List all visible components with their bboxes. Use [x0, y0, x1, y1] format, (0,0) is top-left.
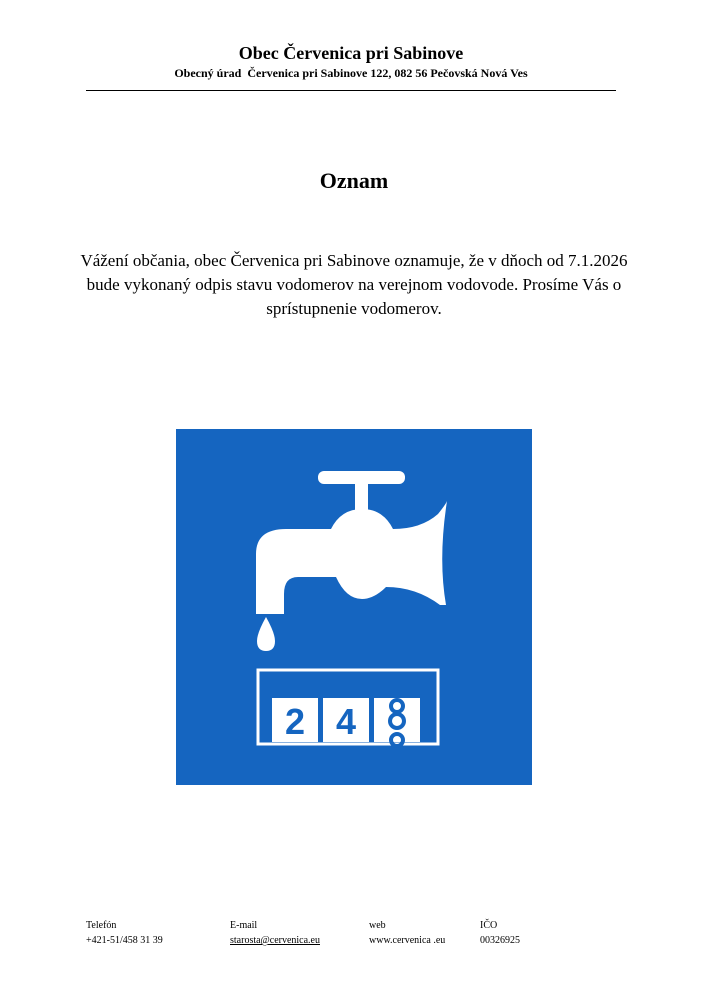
footer-web [369, 918, 445, 948]
ico-number: 00326925 [480, 935, 520, 946]
web-address: www.cervenica .eu [369, 935, 446, 946]
water-tap-meter-icon [176, 429, 532, 785]
header-divider [86, 90, 616, 91]
municipality-name: Obec Červenica pri Sabinove [238, 43, 464, 63]
phone-label: Telefón [86, 920, 117, 931]
meter-digit: 4 [335, 701, 357, 742]
email-link[interactable]: starosta@cervenica.eu [230, 935, 320, 946]
letterhead [86, 42, 616, 82]
footer-phone [86, 918, 163, 948]
office-address: Obecný úrad Červenica pri Sabinove 122, 082 56 Pečovská Nová Ves [174, 66, 528, 80]
ico-label: IČO [480, 920, 498, 931]
meter-digit: 2 [284, 701, 306, 742]
announcement-text: Vážení občania, obec Červenica pri Sabinove oznamuje, že v dňoch od 7.1.2026 bude vykonaný odpis stavu vodomerov na verejnom vodovode. Prosíme Vás o sprístupnenie vodomerov. [80, 251, 628, 318]
footer-ico [480, 918, 520, 948]
web-label: web [369, 920, 386, 931]
phone-number: +421-51/458 31 39 [86, 935, 163, 946]
email-label: E-mail [230, 920, 258, 931]
document-title: Oznam [319, 168, 389, 193]
footer-email [230, 918, 320, 948]
